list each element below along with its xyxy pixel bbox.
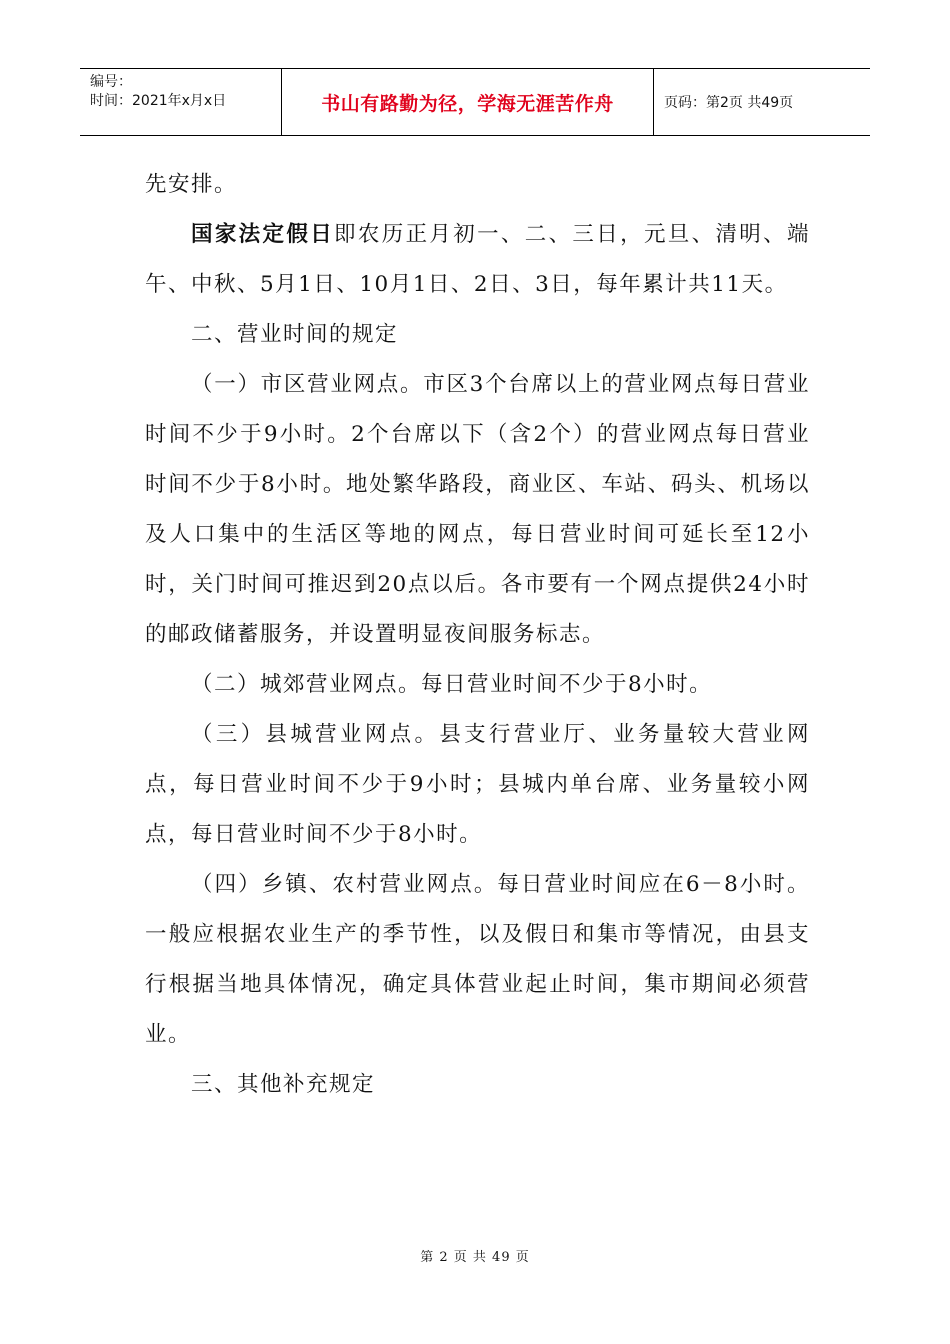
paragraph-urban-outlets: （一）市区营业网点。市区3个台席以上的营业网点每日营业时间不少于9小时。2个台席以下（含2个）的营业网点每日营业时间不少于8小时。地处繁华路段，商业区、车站、码头、机场以及人口集中的生活区等地的网点，每日营业时间可延长至12小时，关门时间可推迟到20点以后。各市要有一个网点提供24小时的邮政储蓄服务，并设置明显夜间服务标志。: [145, 372, 810, 647]
section-heading-business-hours: 二、营业时间的规定: [191, 322, 399, 347]
paragraph-rural-outlets: （四）乡镇、农村营业网点。每日营业时间应在6－8小时。一般应根据农业生产的季节性，以及假日和集市等情况，由县支行根据当地具体情况，确定具体营业起止时间，集市期间必须营业。: [145, 872, 810, 1047]
header-meta: [80, 69, 282, 135]
header-page-info: 页码：第2页 共49页: [664, 95, 794, 111]
document-number-label: 编号：: [90, 74, 132, 90]
page-footer: 第 2 页 共 49 页: [420, 1250, 530, 1265]
page-header: [80, 68, 870, 136]
holiday-term: 国家法定假日: [191, 222, 335, 247]
holiday-definition: 即农历正月初一、二、三日，元旦、清明、端午、中秋、5月1日、10月1日、2日、3日，每年累计共11天。: [145, 222, 810, 297]
paragraph-holidays: [145, 210, 810, 310]
paragraph-county-outlets: （三）县城营业网点。县支行营业厅、业务量较大营业网点，每日营业时间不少于9小时；县城内单台席、业务量较小网点，每日营业时间不少于8小时。: [145, 722, 810, 847]
header-motto: 书山有路勤为径，学海无涯苦作舟: [282, 69, 654, 135]
document-date-label: 时间：2021年x月x日: [90, 93, 227, 109]
document-body: [145, 160, 810, 1110]
paragraph-continuation: 先安排。: [145, 172, 238, 197]
section-heading-supplementary: 三、其他补充规定: [191, 1072, 376, 1097]
paragraph-suburban-outlets: （二）城郊营业网点。每日营业时间不少于8小时。: [191, 672, 713, 697]
